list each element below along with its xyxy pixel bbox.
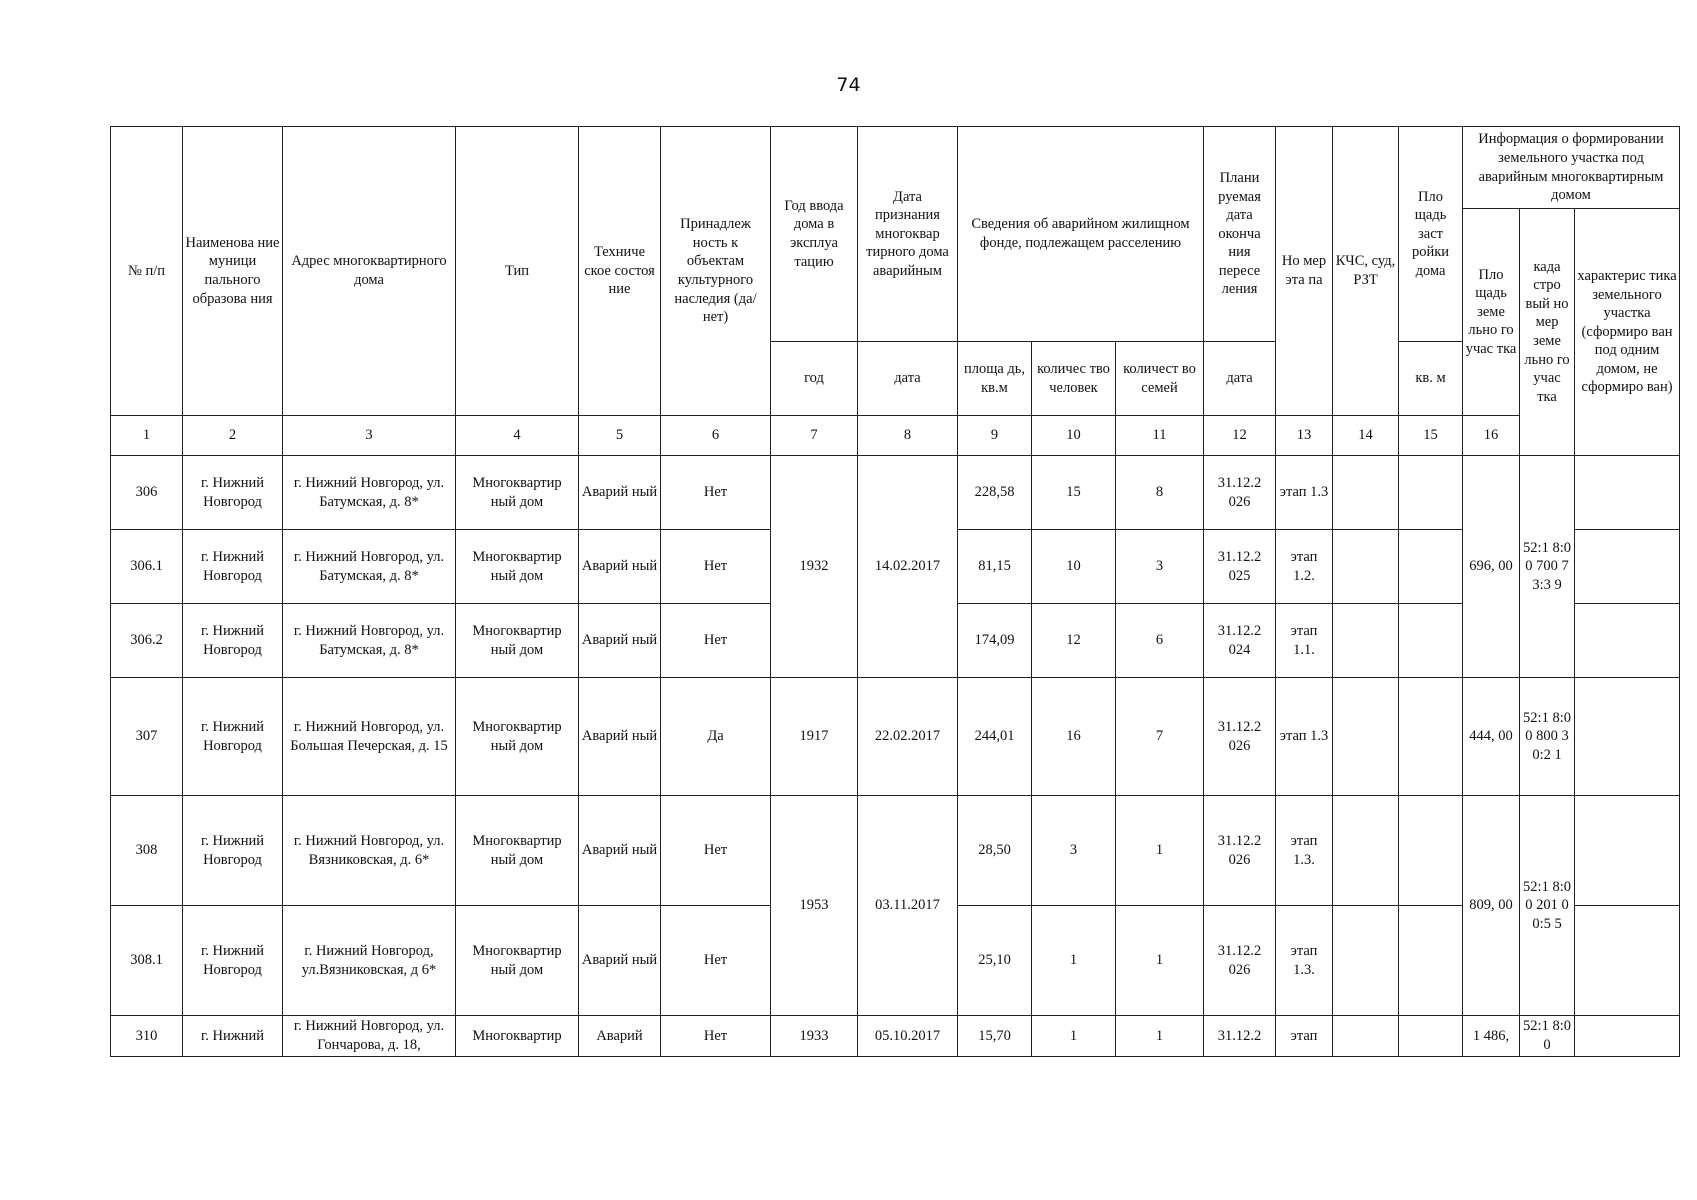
- cell-stage: этап 1.3.: [1276, 796, 1333, 906]
- cell-address: г. Нижний Новгород, ул. Большая Печерская, д. 15: [283, 678, 456, 796]
- cell-recognition-date: 03.11.2017: [858, 796, 958, 1016]
- cell-year: 1917: [771, 678, 858, 796]
- cell-resettlement-date: 31.12.2 026: [1204, 796, 1276, 906]
- header-unit-year: год: [771, 342, 858, 416]
- column-number: 15: [1399, 416, 1463, 456]
- cell-resettlement-date: 31.12.2 026: [1204, 456, 1276, 530]
- cell-resettlement-date: 31.12.2 026: [1204, 678, 1276, 796]
- cell-address: г. Нижний Новгород, ул. Гончарова, д. 18,: [283, 1016, 456, 1057]
- column-number: 1: [111, 416, 183, 456]
- cell-kchs: [1333, 906, 1399, 1016]
- cell-type: Многоквартир ный дом: [456, 530, 579, 604]
- cell-recognition-date: 14.02.2017: [858, 456, 958, 678]
- cell-area: 244,01: [958, 678, 1032, 796]
- cell-plot-characteristic: [1575, 796, 1680, 906]
- cell-type: Многоквартир ный дом: [456, 796, 579, 906]
- cell-families: 1: [1116, 796, 1204, 906]
- cell-municipality: г. Нижний Новгород: [183, 906, 283, 1016]
- cell-stage: этап 1.3.: [1276, 906, 1333, 1016]
- cell-address: г. Нижний Новгород, ул.Вязниковская, д 6*: [283, 906, 456, 1016]
- cell-families: 8: [1116, 456, 1204, 530]
- header-cell-land-plot-info: Информация о формировании земельного участка под аварийным многоквартирным домом: [1463, 127, 1680, 209]
- header-cell-resettlement-date: Плани руемая дата оконча ния пересе ления: [1204, 127, 1276, 342]
- cell-heritage: Нет: [661, 456, 771, 530]
- cell-condition: Аварий: [579, 1016, 661, 1057]
- header-cell-build-area: Пло щадь заст ройки дома: [1399, 127, 1463, 342]
- page-number: 74: [836, 74, 861, 96]
- cell-people: 16: [1032, 678, 1116, 796]
- cell-families: 1: [1116, 1016, 1204, 1057]
- cell-heritage: Нет: [661, 530, 771, 604]
- cell-number: 306.2: [111, 604, 183, 678]
- cell-area: 28,50: [958, 796, 1032, 906]
- header-cell-number: № п/п: [111, 127, 183, 416]
- cell-condition: Аварий ный: [579, 678, 661, 796]
- header-unit-resettlement-date: дата: [1204, 342, 1276, 416]
- cell-families: 7: [1116, 678, 1204, 796]
- cell-heritage: Нет: [661, 1016, 771, 1057]
- cell-plot-characteristic: [1575, 530, 1680, 604]
- header-cell-recognition-date: Дата признания многоквар тирного дома аварийным: [858, 127, 958, 342]
- cell-families: 1: [1116, 906, 1204, 1016]
- column-number: 2: [183, 416, 283, 456]
- cell-people: 1: [1032, 906, 1116, 1016]
- column-number: 6: [661, 416, 771, 456]
- header-cell-type: Тип: [456, 127, 579, 416]
- cell-municipality: г. Нижний Новгород: [183, 456, 283, 530]
- cell-build-area: [1399, 530, 1463, 604]
- cell-area: 228,58: [958, 456, 1032, 530]
- cell-type: Многоквартир ный дом: [456, 906, 579, 1016]
- cell-people: 3: [1032, 796, 1116, 906]
- cell-area: 174,09: [958, 604, 1032, 678]
- cell-plot-area: 696, 00: [1463, 456, 1520, 678]
- cell-year: 1953: [771, 796, 858, 1016]
- cell-people: 1: [1032, 1016, 1116, 1057]
- cell-number: 306: [111, 456, 183, 530]
- cell-heritage: Нет: [661, 796, 771, 906]
- column-number: 4: [456, 416, 579, 456]
- cell-heritage: Нет: [661, 906, 771, 1016]
- cell-cadastral: 52:1 8:00 700 73:3 9: [1520, 456, 1575, 678]
- cell-area: 15,70: [958, 1016, 1032, 1057]
- cell-cadastral: 52:1 8:00 800 30:2 1: [1520, 678, 1575, 796]
- cell-build-area: [1399, 1016, 1463, 1057]
- header-row: [111, 127, 1680, 209]
- cell-type: Многоквартир ный дом: [456, 678, 579, 796]
- column-number: 7: [771, 416, 858, 456]
- header-cell-condition: Техниче ское состоя ние: [579, 127, 661, 416]
- header-cell-plot-characteristic: характерис тика земельного участка (сформиро ван под одним домом, не сформиро ван): [1575, 209, 1680, 456]
- emergency-housing-table: [110, 126, 1680, 1057]
- cell-kchs: [1333, 678, 1399, 796]
- cell-plot-characteristic: [1575, 906, 1680, 1016]
- cell-stage: этап 1.1.: [1276, 604, 1333, 678]
- cell-stage: этап 1.3: [1276, 456, 1333, 530]
- column-number: 10: [1032, 416, 1116, 456]
- cell-area: 25,10: [958, 906, 1032, 1016]
- cell-heritage: Да: [661, 678, 771, 796]
- cell-year: 1932: [771, 456, 858, 678]
- cell-build-area: [1399, 678, 1463, 796]
- cell-condition: Аварий ный: [579, 906, 661, 1016]
- cell-resettlement-date: 31.12.2 026: [1204, 906, 1276, 1016]
- cell-build-area: [1399, 906, 1463, 1016]
- header-unit-date: дата: [858, 342, 958, 416]
- cell-resettlement-date: 31.12.2 024: [1204, 604, 1276, 678]
- cell-type: Многоквартир ный дом: [456, 456, 579, 530]
- header-unit-area: площа дь, кв.м: [958, 342, 1032, 416]
- cell-number: 308: [111, 796, 183, 906]
- column-number: 9: [958, 416, 1032, 456]
- cell-heritage: Нет: [661, 604, 771, 678]
- cell-people: 15: [1032, 456, 1116, 530]
- cell-number: 306.1: [111, 530, 183, 604]
- cell-people: 12: [1032, 604, 1116, 678]
- table-row: [111, 1016, 1680, 1057]
- cell-municipality: г. Нижний Новгород: [183, 530, 283, 604]
- header-unit-families: количест во семей: [1116, 342, 1204, 416]
- cell-condition: Аварий ный: [579, 796, 661, 906]
- cell-plot-characteristic: [1575, 604, 1680, 678]
- cell-build-area: [1399, 604, 1463, 678]
- header-cell-municipality: Наименова ние муници пального образова ния: [183, 127, 283, 416]
- column-number: 5: [579, 416, 661, 456]
- column-number: 8: [858, 416, 958, 456]
- cell-condition: Аварий ный: [579, 456, 661, 530]
- column-number-row: [111, 416, 1680, 456]
- cell-type: Многоквартир ный дом: [456, 604, 579, 678]
- table-row: [111, 678, 1680, 796]
- cell-condition: Аварий ный: [579, 530, 661, 604]
- cell-plot-area: 1 486,: [1463, 1016, 1520, 1057]
- cell-condition: Аварий ный: [579, 604, 661, 678]
- cell-municipality: г. Нижний: [183, 1016, 283, 1057]
- cell-kchs: [1333, 530, 1399, 604]
- cell-number: 310: [111, 1016, 183, 1057]
- header-cell-heritage: Принадлеж ность к объектам культурного наследия (да/нет): [661, 127, 771, 416]
- cell-cadastral: 52:1 8:00 201 00:5 5: [1520, 796, 1575, 1016]
- cell-recognition-date: 05.10.2017: [858, 1016, 958, 1057]
- cell-build-area: [1399, 456, 1463, 530]
- cell-municipality: г. Нижний Новгород: [183, 604, 283, 678]
- cell-resettlement-date: 31.12.2 025: [1204, 530, 1276, 604]
- cell-address: г. Нижний Новгород, ул. Батумская, д. 8*: [283, 604, 456, 678]
- cell-plot-area: 809, 00: [1463, 796, 1520, 1016]
- cell-recognition-date: 22.02.2017: [858, 678, 958, 796]
- cell-plot-area: 444, 00: [1463, 678, 1520, 796]
- cell-year: 1933: [771, 1016, 858, 1057]
- cell-kchs: [1333, 604, 1399, 678]
- cell-build-area: [1399, 796, 1463, 906]
- cell-people: 10: [1032, 530, 1116, 604]
- cell-number: 308.1: [111, 906, 183, 1016]
- cell-area: 81,15: [958, 530, 1032, 604]
- cell-plot-characteristic: [1575, 456, 1680, 530]
- cell-families: 3: [1116, 530, 1204, 604]
- header-cell-kchs: КЧС, суд, РЗТ: [1333, 127, 1399, 416]
- column-number: 14: [1333, 416, 1399, 456]
- cell-stage: этап 1.3: [1276, 678, 1333, 796]
- cell-address: г. Нижний Новгород, ул. Батумская, д. 8*: [283, 530, 456, 604]
- column-number: 3: [283, 416, 456, 456]
- header-cell-address: Адрес многоквартирного дома: [283, 127, 456, 416]
- cell-kchs: [1333, 796, 1399, 906]
- header-unit-people: количес тво человек: [1032, 342, 1116, 416]
- cell-stage: этап 1.2.: [1276, 530, 1333, 604]
- cell-plot-characteristic: [1575, 678, 1680, 796]
- header-cell-stage: Но мер эта па: [1276, 127, 1333, 416]
- table-row: [111, 796, 1680, 906]
- column-number: 11: [1116, 416, 1204, 456]
- cell-cadastral: 52:1 8:00: [1520, 1016, 1575, 1057]
- cell-number: 307: [111, 678, 183, 796]
- cell-families: 6: [1116, 604, 1204, 678]
- cell-type: Многоквартир: [456, 1016, 579, 1057]
- cell-address: г. Нижний Новгород, ул. Вязниковская, д. 6*: [283, 796, 456, 906]
- cell-plot-characteristic: [1575, 1016, 1680, 1057]
- cell-kchs: [1333, 456, 1399, 530]
- cell-municipality: г. Нижний Новгород: [183, 796, 283, 906]
- column-number: 12: [1204, 416, 1276, 456]
- cell-resettlement-date: 31.12.2: [1204, 1016, 1276, 1057]
- cell-kchs: [1333, 1016, 1399, 1057]
- header-cell-cadastral: када стро вый но мер земе льно го учас тка: [1520, 209, 1575, 456]
- cell-stage: этап: [1276, 1016, 1333, 1057]
- table-row: [111, 456, 1680, 530]
- header-cell-housing-info: Сведения об аварийном жилищном фонде, подлежащем расселению: [958, 127, 1204, 342]
- column-number: 13: [1276, 416, 1333, 456]
- header-cell-plot-area: Пло щадь земе льно го учас тка: [1463, 209, 1520, 416]
- cell-municipality: г. Нижний Новгород: [183, 678, 283, 796]
- column-number: 16: [1463, 416, 1520, 456]
- header-cell-year: Год ввода дома в эксплуа тацию: [771, 127, 858, 342]
- header-unit-build-area: кв. м: [1399, 342, 1463, 416]
- cell-address: г. Нижний Новгород, ул. Батумская, д. 8*: [283, 456, 456, 530]
